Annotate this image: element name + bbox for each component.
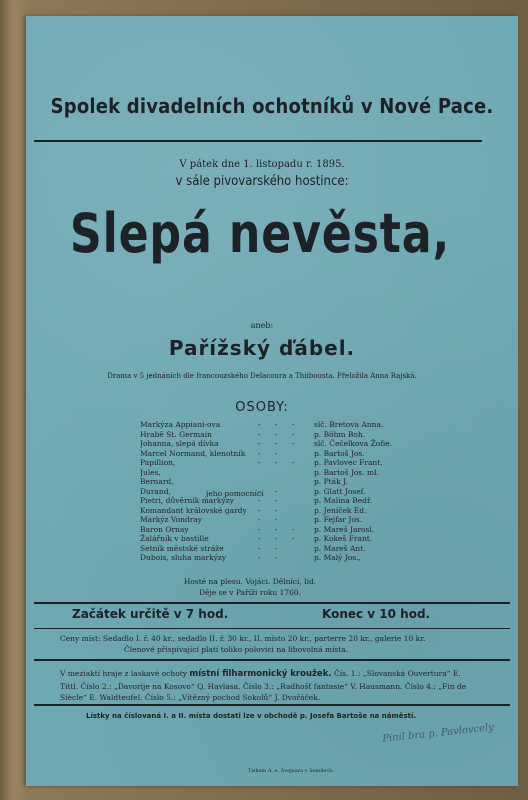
cast-role: Setník městské stráže [140, 543, 224, 553]
prices-members-line: Členové přispívající platí toliko polovici na libovolná místa. [124, 645, 349, 654]
divider [34, 140, 482, 142]
cast-row [140, 439, 440, 449]
end-time: Konec v 10 hod. [322, 607, 431, 621]
venue: v sále pivovarského hostince: [175, 174, 349, 189]
cast-role: Hrabě St. Germain [140, 429, 212, 439]
play-subtitle: Pařížský ďábel. [168, 336, 356, 360]
cast-role: Johanna, slepá dívka [140, 439, 219, 448]
cast-role: Žalářník v bastille [140, 534, 209, 543]
cast-dash: - - [258, 486, 284, 496]
music-intro: V meziaktí hraje z laskavé ochoty [60, 669, 187, 678]
cast-row [140, 449, 440, 459]
music-pieces: Čís. 1.: „Slovanská Ouvertura“ E. Tittl. Číslo 2.: „Davorije na Kosovo“ Q. Havlasa. Číslo 3.: „Radhošť fantasie“ V. Hausmann. Číslo 4.: „Fin de Siècle“ E. Waldteufel. Číslo 5.: „Vítězný pochod Sokolů“ J. Dvořáček. [60, 669, 467, 702]
cast-role: Bernard, [140, 477, 174, 486]
ticket-sales-note: Lístky na číslovaná I. a II. místa dostati lze v obchodě p. Josefa Bartoše na náměstí. [86, 712, 417, 720]
cast-actor: p. Glatt Josef. [314, 486, 366, 496]
cast-row [140, 458, 440, 468]
cast-role: Pietri, důvěrník markýzy [140, 496, 234, 505]
cast-actor: p. Pták J. [314, 477, 348, 486]
play-title: Slepá nevěsta, [69, 202, 451, 265]
cast-dash: - - [258, 553, 284, 562]
prices-line: Ceny míst: Sedadlo I. ř. 40 kr., sedadlo II. ř. 30 kr., II. místo 20 kr., parterre 20 kr., galerie 10 kr. [60, 634, 426, 643]
cast-role: Jules, [140, 467, 161, 477]
cast-role: Durand, [140, 486, 171, 496]
cast-actor: p. Bartoš Jos. [314, 448, 365, 458]
cast-row [140, 553, 440, 563]
cast-role: Papillion, [140, 458, 176, 467]
cast-dash [258, 468, 314, 478]
cast-heading: OSOBY: [235, 400, 289, 415]
performance-date: V pátek dne 1. listopadu r. 1895. [179, 159, 345, 170]
divider [34, 602, 510, 604]
cast-role: Komandant královské gardy [140, 505, 247, 515]
divider [34, 628, 510, 629]
cast-row [140, 430, 440, 440]
cast-role: Marcel Normand, klenotník [140, 448, 246, 458]
cast-row [140, 506, 440, 516]
cast-actor: p. Mareš Ant. [314, 543, 366, 553]
cast-actor: p. Malina Bedř. [314, 496, 373, 505]
cast-role: Markýza Appiani-ova [140, 420, 221, 429]
aneb-connector: aneb: [250, 321, 274, 330]
music-program [60, 668, 480, 704]
helpers-label: jeho pomocníci [206, 489, 264, 498]
setting-line: Děje se v Paříži roku 1760. [198, 588, 302, 597]
cast-dash: - - - [258, 524, 301, 534]
cast-actor: p. Jeníček Ed. [314, 505, 367, 515]
cast-row [140, 420, 440, 430]
cast-role: Dubois, sluha markýzy [140, 553, 227, 562]
cast-actor: p. Fejfar Jos. [314, 515, 363, 524]
cast-dash: - - - [258, 439, 301, 448]
ticket-prices [60, 633, 480, 655]
cast-list [140, 420, 440, 563]
cast-dash: - - - [258, 534, 301, 543]
extras-line: Hosté na plesu. Vojáci. Dělníci, lid. [183, 577, 317, 586]
music-band: místní filharmonický kroužek. [189, 669, 332, 679]
cast-actor: p. Malý Jos., [314, 553, 361, 562]
cast-dash: - - - [258, 429, 301, 439]
cast-actor: p. Böhm Boh. [314, 429, 366, 439]
cast-row [140, 496, 440, 506]
cast-actor: slč. Bretova Anna. [314, 420, 384, 429]
cast-dash: - - [258, 505, 284, 515]
cast-dash: - - [258, 515, 284, 524]
cast-row [140, 468, 440, 478]
cast-dash: - - - [258, 420, 301, 429]
cast-actor: p. Mareš Jarosl. [314, 524, 375, 534]
cast-row [140, 525, 440, 535]
cast-actor: p. Bartoš Jos. ml. [314, 467, 379, 477]
cast-row [140, 515, 440, 525]
divider [34, 659, 510, 661]
cast-row [140, 477, 440, 487]
cast-dash: - - - [258, 458, 301, 467]
cast-role: Markýz Vondray [140, 515, 203, 524]
printer-imprint: Tiskem A. e. Švejnara v Semilech. [248, 768, 334, 774]
start-time: Začátek určitě v 7 hod. [72, 607, 229, 621]
society-heading: Spolek divadelních ochotníků v Nové Pace. [50, 94, 494, 118]
cast-role: Baron Ornay [140, 524, 189, 534]
handwritten-signature: Pinil bra p. Pavlovcely [381, 722, 495, 745]
cast-dash: - - [258, 543, 284, 553]
theatre-poster [26, 16, 518, 786]
cast-row [140, 487, 440, 497]
drama-info: Drama v 5 jednáních dle francouzského Delacoura a Thiibousta. Přeložila Anna Rajská. [107, 372, 417, 380]
cast-actor: p. Pavlovec Frant. [314, 458, 383, 467]
cast-dash: - - [258, 448, 284, 458]
cast-row [140, 544, 440, 554]
cast-actor: slč. Čečelkova Žofie. [314, 439, 393, 448]
divider [34, 704, 510, 706]
cast-dash: - - [258, 496, 284, 505]
cast-dash [258, 477, 314, 487]
cast-actor: p. Kokeš Frant. [314, 534, 373, 543]
cast-row [140, 534, 440, 544]
